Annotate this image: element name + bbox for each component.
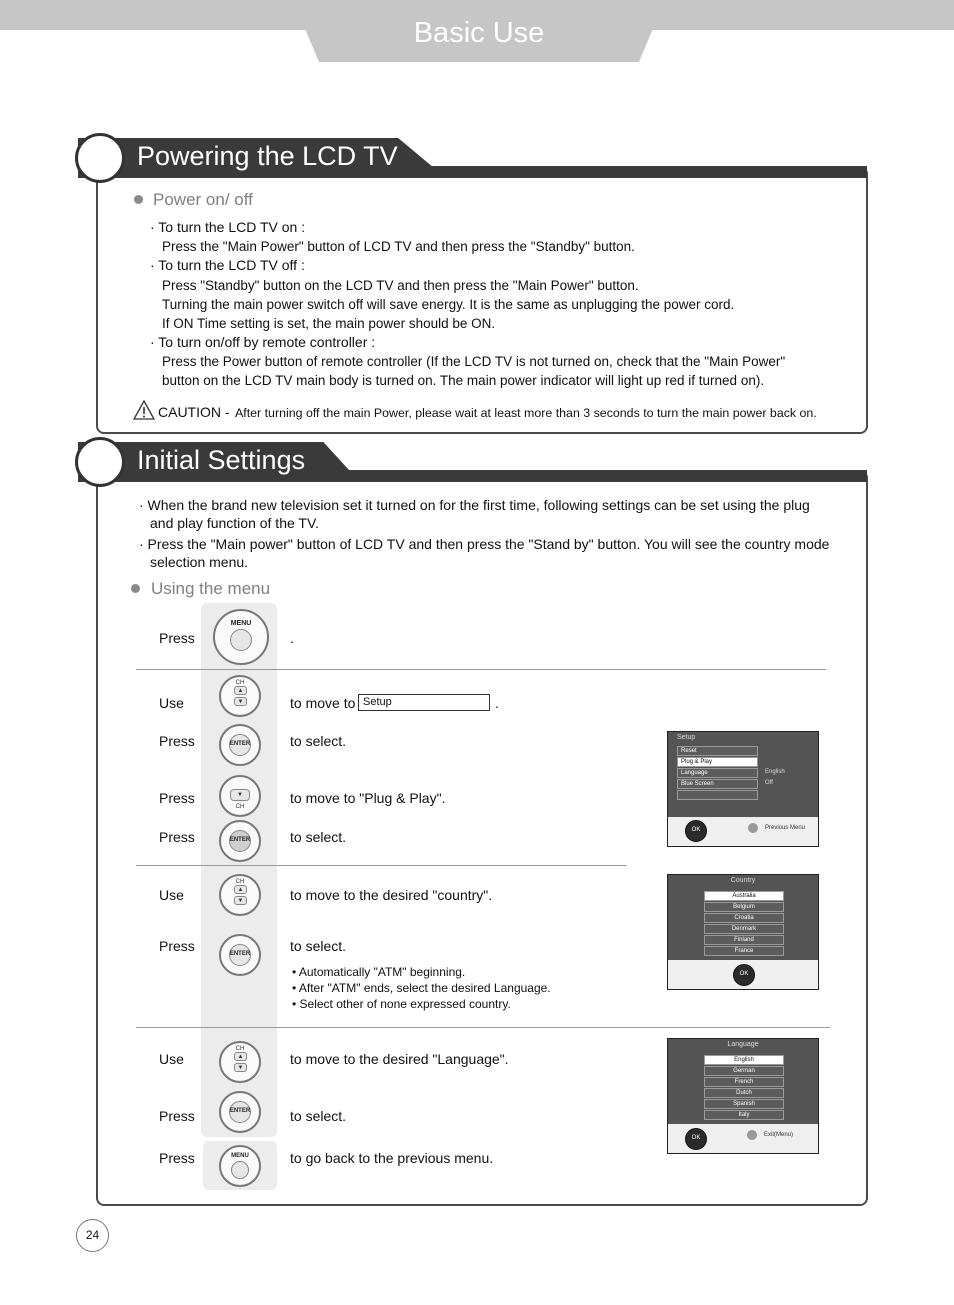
country-row: France (704, 946, 784, 956)
menu-button[interactable] (213, 609, 269, 665)
step-text: to select. (290, 1108, 347, 1124)
enter-button[interactable] (219, 934, 261, 976)
ok-dial-icon: OK (733, 964, 755, 986)
setup-row: Plug & Play (677, 757, 758, 767)
step-text: to select. (290, 829, 347, 845)
country-note: • After "ATM" ends, select the desired Language. (292, 981, 551, 995)
setup-row-empty (677, 790, 758, 800)
language-row: Italy (704, 1110, 784, 1120)
menu-knob-icon (748, 823, 758, 833)
language-screen-footer (668, 1124, 818, 1153)
setup-row: Blue Screen (677, 779, 758, 789)
divider (136, 865, 627, 866)
remote-line-2: button on the LCD TV main body is turned on. The main power indicator will light up red if turned on). (162, 373, 765, 388)
menu-button[interactable] (219, 1145, 261, 1187)
step-text: to go back to the previous menu. (290, 1150, 494, 1166)
menu-button-label: MENU (231, 1153, 249, 1159)
country-note: • Automatically "ATM" beginning. (292, 965, 466, 979)
language-row: French (704, 1077, 784, 1087)
power-on-line: Press the "Main Power" button of LCD TV and then press the "Standby" button. (162, 239, 635, 254)
setup-field: Setup (358, 694, 490, 711)
enter-button[interactable] (219, 724, 261, 766)
setup-footer-text: Previous Menu (765, 825, 806, 831)
step-text: to move to the desired "country". (290, 887, 493, 903)
power-off-line-1: Press "Standby" button on the LCD TV and then press the "Main Power" button. (162, 278, 639, 293)
setup-value: Off (765, 780, 773, 786)
step-verb: Press (159, 1108, 195, 1124)
power-off-line-3: If ON Time setting is set, the main power should be ON. (162, 316, 496, 331)
country-row: Croatia (704, 913, 784, 923)
ok-dial-icon: OK (685, 820, 707, 842)
down-arrow-icon: ▼ (234, 1063, 247, 1072)
step-verb: Use (159, 1051, 184, 1067)
down-arrow-icon: ▼ (234, 896, 247, 905)
country-row: Belgium (704, 902, 784, 912)
divider (136, 669, 826, 670)
divider (136, 1027, 830, 1028)
power-subhead: Power on/ off (153, 190, 253, 209)
menu-button-knob (230, 629, 252, 651)
section-power-title: Powering the LCD TV (137, 141, 398, 171)
menu-knob-icon (747, 1130, 757, 1140)
up-down-button[interactable] (219, 874, 261, 916)
language-row: Dutch (704, 1088, 784, 1098)
enter-button-label: ENTER (229, 837, 251, 843)
enter-button-label: ENTER (229, 951, 251, 957)
country-row: Denmark (704, 924, 784, 934)
country-row: Finland (704, 935, 784, 945)
down-arrow-icon: ▼ (230, 789, 250, 801)
step-text: to move to the desired "Language". (290, 1051, 509, 1067)
enter-button-label: ENTER (229, 1108, 251, 1114)
section-initial-title: Initial Settings (137, 445, 306, 475)
down-button[interactable] (219, 775, 261, 817)
step-text: to select. (290, 733, 347, 749)
setup-screen-footer (668, 817, 818, 846)
remote-line-1: Press the Power button of remote controller (If the LCD TV is not turned on, check that the "Main Power" (162, 354, 786, 369)
step-text-after: . (495, 695, 499, 711)
language-row: English (704, 1055, 784, 1065)
ch-label: CH (235, 879, 245, 885)
down-arrow-icon: ▼ (234, 697, 247, 706)
step-verb: Press (159, 1150, 195, 1166)
power-off-head: · To turn the LCD TV off : (150, 257, 305, 273)
step-verb: Press (159, 790, 195, 806)
up-arrow-icon: ▲ (234, 885, 247, 894)
intro-line-2: and play function of the TV. (150, 515, 319, 531)
power-off-line-2: Turning the main power switch off will save energy. It is the same as unplugging the power cord. (162, 297, 735, 312)
language-screen-title: Language (727, 1041, 759, 1048)
up-down-button[interactable] (219, 675, 261, 717)
ch-label: CH (235, 680, 245, 686)
menu-subhead: Using the menu (151, 579, 271, 598)
ch-label: CH (235, 804, 245, 810)
country-note: • Select other of none expressed country. (292, 997, 511, 1011)
menu-button-label: MENU (230, 620, 252, 627)
setup-row: Reset (677, 746, 758, 756)
setup-screen-title: Setup (677, 734, 696, 741)
country-screen-title: Country (730, 877, 756, 884)
up-arrow-icon: ▲ (234, 1052, 247, 1061)
language-screen (667, 1038, 819, 1154)
up-down-button[interactable] (219, 1041, 261, 1083)
bullet-dot (131, 584, 140, 593)
page-title: Basic Use (413, 17, 545, 49)
page-number: 24 (76, 1219, 109, 1252)
step-verb: Press (159, 938, 195, 954)
remote-head: · To turn on/off by remote controller : (150, 334, 376, 350)
caution-icon (133, 400, 155, 420)
bullet-dot (134, 195, 143, 204)
country-screen-footer (668, 960, 818, 989)
intro-line-3: · Press the "Main power" button of LCD TV and then press the "Stand by" button. You will see the country mode (139, 536, 830, 552)
step-verb: Press (159, 733, 195, 749)
caution-label: CAUTION - (158, 404, 230, 420)
setup-row: Language (677, 768, 758, 778)
step-verb: Use (159, 887, 184, 903)
setup-value: English (765, 769, 785, 775)
language-footer-text: Exit(Menu) (764, 1132, 794, 1138)
setup-screen (667, 731, 819, 847)
menu-button-knob (231, 1161, 249, 1179)
enter-button-label: ENTER (229, 741, 251, 747)
country-screen (667, 874, 819, 990)
step-text: to move to "Plug & Play". (290, 790, 446, 806)
language-row: German (704, 1066, 784, 1076)
power-on-head: · To turn the LCD TV on : (150, 219, 306, 235)
up-arrow-icon: ▲ (234, 686, 247, 695)
intro-line-1: · When the brand new television set it turned on for the first time, following settings can be set using the plug (139, 497, 810, 513)
ch-label: CH (235, 1046, 245, 1052)
intro-line-4: selection menu. (150, 554, 249, 570)
step-verb: Use (159, 695, 184, 711)
step-text: . (290, 630, 294, 646)
country-row: Australia (704, 891, 784, 901)
step-verb: Press (159, 829, 195, 845)
step-text: to move to (290, 695, 356, 711)
caution-text: After turning off the main Power, please wait at least more than 3 seconds to turn the main power back on. (235, 406, 817, 420)
enter-button[interactable] (219, 820, 261, 862)
ok-dial-icon: OK (685, 1128, 707, 1150)
step-verb: Press (159, 630, 195, 646)
section-initial-circle (75, 437, 125, 487)
language-row: Spanish (704, 1099, 784, 1109)
section-power-circle (75, 133, 125, 183)
step-text: to select. (290, 938, 347, 954)
enter-button[interactable] (219, 1091, 261, 1133)
